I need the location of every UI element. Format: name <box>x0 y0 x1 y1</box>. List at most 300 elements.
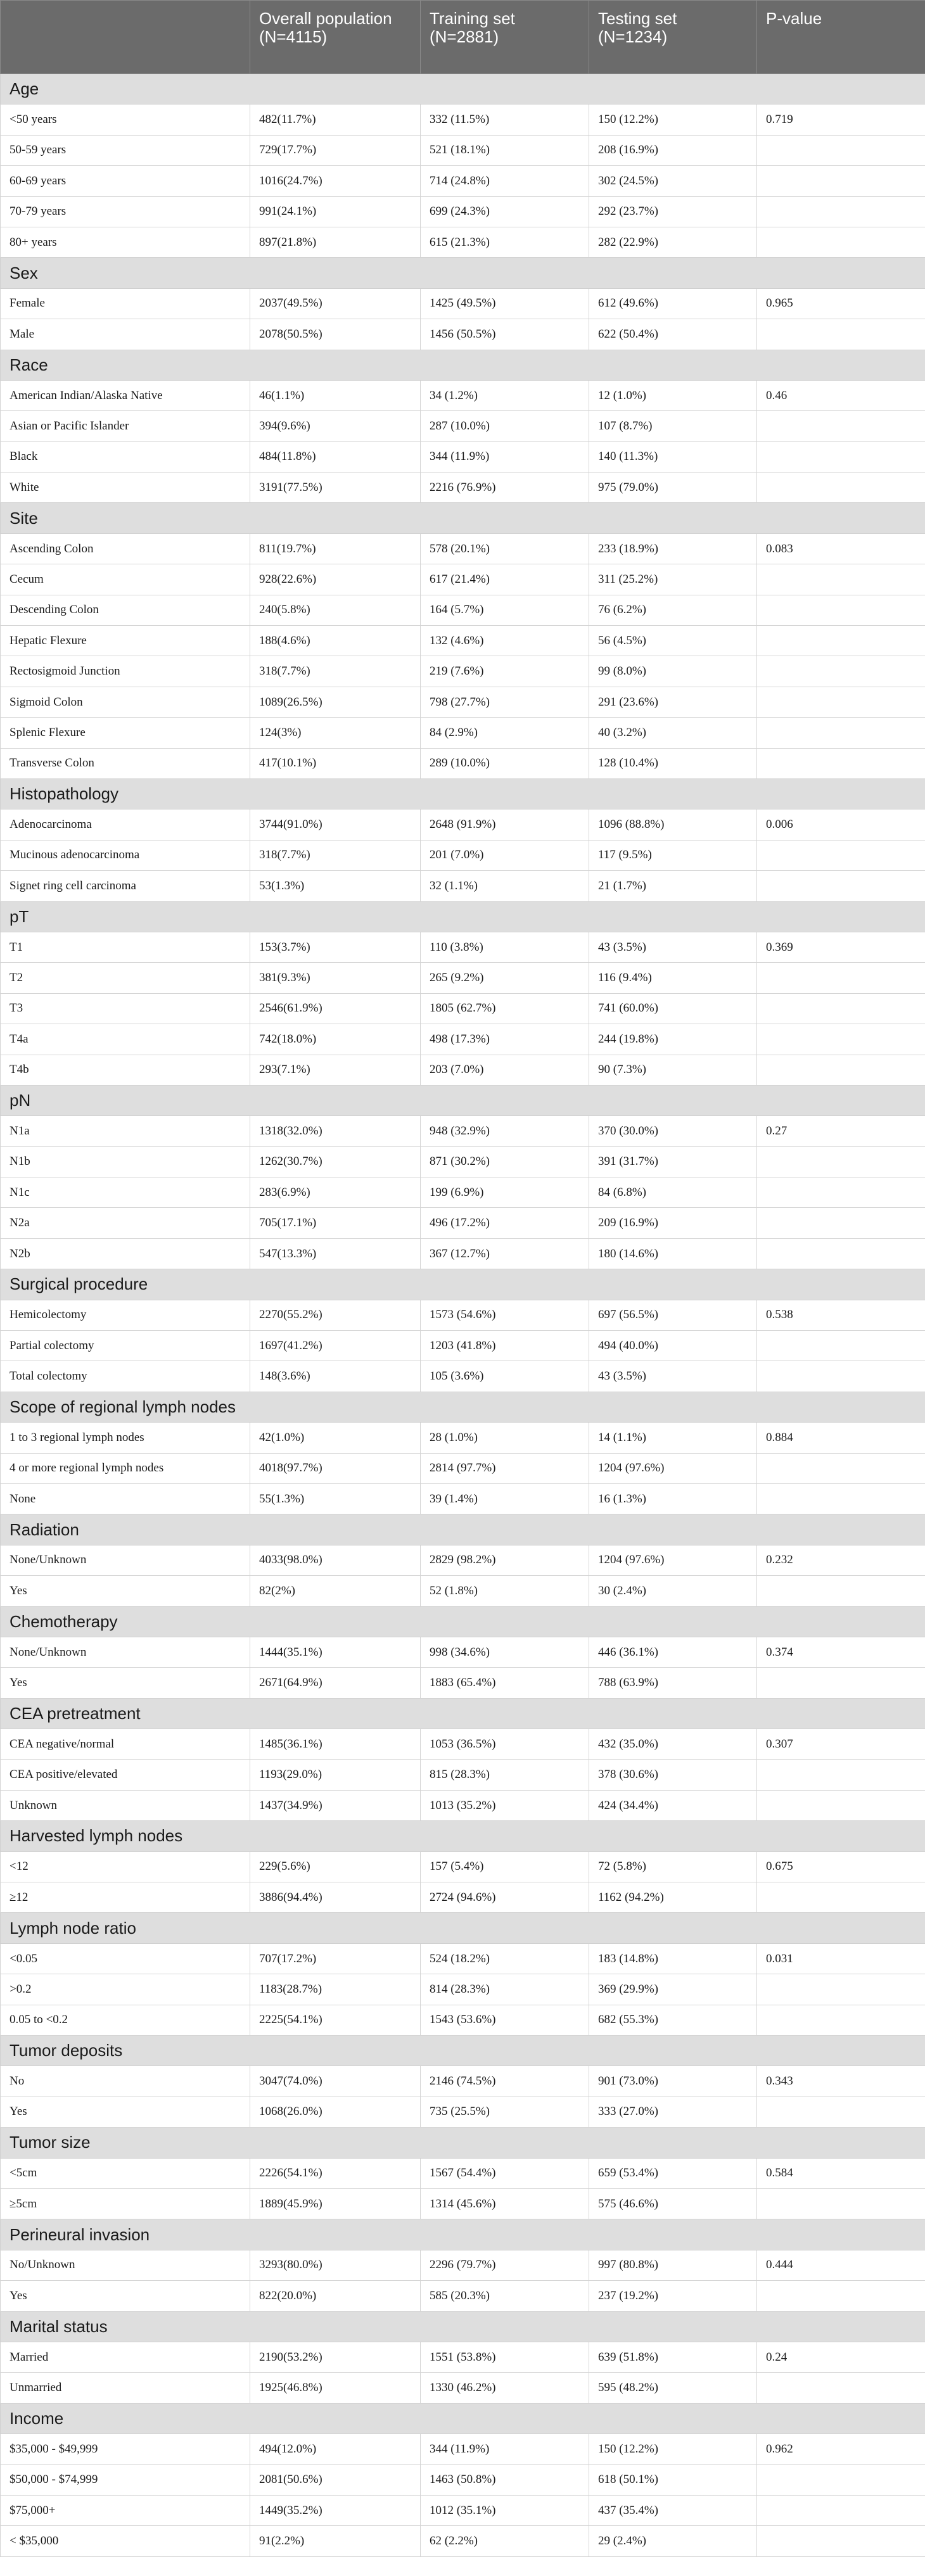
p-value-cell <box>757 2188 925 2219</box>
testing-cell: 292 (23.7%) <box>589 196 757 227</box>
category-cell: ≥12 <box>1 1882 250 1913</box>
category-cell: None <box>1 1483 250 1514</box>
overall-cell: 394(9.6%) <box>250 411 421 441</box>
p-value-cell <box>757 2097 925 2127</box>
header-cell-overall: Overall population (N=4115) <box>250 1 421 74</box>
p-value-cell <box>757 564 925 595</box>
section-title: Tumor deposits <box>1 2036 925 2066</box>
table-row <box>1 718 925 748</box>
category-cell: Unknown <box>1 1790 250 1820</box>
testing-cell: 244 (19.8%) <box>589 1024 757 1055</box>
p-value-cell <box>757 441 925 472</box>
p-value-cell: 0.083 <box>757 533 925 564</box>
section-title: Chemotherapy <box>1 1606 925 1637</box>
table-row <box>1 993 925 1024</box>
category-cell: Descending Colon <box>1 595 250 625</box>
p-value-cell <box>757 963 925 993</box>
category-cell: Female <box>1 288 250 319</box>
section-header-row <box>1 350 925 380</box>
p-value-cell: 0.884 <box>757 1423 925 1453</box>
training-cell: 496 (17.2%) <box>421 1208 589 1238</box>
category-cell: Transverse Colon <box>1 748 250 778</box>
training-cell: 735 (25.5%) <box>421 2097 589 2127</box>
testing-cell: 659 (53.4%) <box>589 2158 757 2188</box>
p-value-cell <box>757 1177 925 1208</box>
overall-cell: 381(9.3%) <box>250 963 421 993</box>
table-row <box>1 1545 925 1575</box>
training-cell: 498 (17.3%) <box>421 1024 589 1055</box>
testing-cell: 237 (19.2%) <box>589 2281 757 2311</box>
section-title: Site <box>1 503 925 533</box>
section-title: Age <box>1 74 925 105</box>
testing-cell: 901 (73.0%) <box>589 2066 757 2097</box>
category-cell: Sigmoid Colon <box>1 687 250 717</box>
overall-cell: 494(12.0%) <box>250 2434 421 2465</box>
table-row <box>1 2342 925 2372</box>
table-row <box>1 319 925 350</box>
category-cell: No/Unknown <box>1 2250 250 2280</box>
section-title: pN <box>1 1085 925 1115</box>
overall-cell: 2225(54.1%) <box>250 2005 421 2035</box>
overall-cell: 318(7.7%) <box>250 840 421 870</box>
p-value-cell: 0.584 <box>757 2158 925 2188</box>
overall-cell: 46(1.1%) <box>250 380 421 410</box>
training-cell: 1314 (45.6%) <box>421 2188 589 2219</box>
section-header-row <box>1 1913 925 1943</box>
overall-cell: 2081(50.6%) <box>250 2465 421 2495</box>
overall-cell: 707(17.2%) <box>250 1943 421 1974</box>
training-cell: 1805 (62.7%) <box>421 993 589 1024</box>
category-cell: Yes <box>1 1668 250 1698</box>
category-cell: Adenocarcinoma <box>1 809 250 840</box>
section-title: Scope of regional lymph nodes <box>1 1392 925 1422</box>
training-cell: 1883 (65.4%) <box>421 1668 589 1698</box>
testing-cell: 697 (56.5%) <box>589 1300 757 1330</box>
p-value-cell <box>757 1055 925 1085</box>
table-row <box>1 2281 925 2311</box>
table-row <box>1 2066 925 2097</box>
testing-cell: 682 (55.3%) <box>589 2005 757 2035</box>
category-cell: Hepatic Flexure <box>1 626 250 656</box>
category-cell: Rectosigmoid Junction <box>1 656 250 687</box>
p-value-cell: 0.719 <box>757 105 925 135</box>
testing-cell: 107 (8.7%) <box>589 411 757 441</box>
p-value-cell <box>757 1453 925 1483</box>
training-cell: 1203 (41.8%) <box>421 1331 589 1361</box>
category-cell: Yes <box>1 2097 250 2127</box>
table-row <box>1 288 925 319</box>
category-cell: T4a <box>1 1024 250 1055</box>
category-cell: Total colectomy <box>1 1361 250 1392</box>
table-row <box>1 1790 925 1820</box>
p-value-cell <box>757 473 925 503</box>
table-row <box>1 411 925 441</box>
testing-cell: 128 (10.4%) <box>589 748 757 778</box>
overall-cell: 2078(50.5%) <box>250 319 421 350</box>
section-header-row <box>1 1698 925 1729</box>
testing-cell: 612 (49.6%) <box>589 288 757 319</box>
overall-cell: 897(21.8%) <box>250 227 421 257</box>
training-cell: 1330 (46.2%) <box>421 2373 589 2403</box>
category-cell: Cecum <box>1 564 250 595</box>
category-cell: Male <box>1 319 250 350</box>
p-value-cell <box>757 1668 925 1698</box>
section-header-row <box>1 74 925 105</box>
category-cell: $35,000 - $49,999 <box>1 2434 250 2465</box>
overall-cell: 2270(55.2%) <box>250 1300 421 1330</box>
category-cell: 0.05 to <0.2 <box>1 2005 250 2035</box>
training-cell: 344 (11.9%) <box>421 441 589 472</box>
table-row <box>1 227 925 257</box>
training-cell: 1567 (54.4%) <box>421 2158 589 2188</box>
table-row <box>1 871 925 901</box>
category-cell: 60-69 years <box>1 166 250 196</box>
section-title: Surgical procedure <box>1 1269 925 1300</box>
testing-cell: 40 (3.2%) <box>589 718 757 748</box>
testing-cell: 180 (14.6%) <box>589 1238 757 1269</box>
section-header-row <box>1 1392 925 1422</box>
testing-cell: 12 (1.0%) <box>589 380 757 410</box>
p-value-cell <box>757 1882 925 1913</box>
testing-cell: 150 (12.2%) <box>589 105 757 135</box>
testing-cell: 370 (30.0%) <box>589 1116 757 1146</box>
table-row <box>1 932 925 962</box>
overall-cell: 3293(80.0%) <box>250 2250 421 2280</box>
p-value-cell: 0.538 <box>757 1300 925 1330</box>
overall-cell: 1485(36.1%) <box>250 1729 421 1760</box>
training-cell: 344 (11.9%) <box>421 2434 589 2465</box>
overall-cell: 2037(49.5%) <box>250 288 421 319</box>
overall-cell: 148(3.6%) <box>250 1361 421 1392</box>
p-value-cell <box>757 1576 925 1606</box>
p-value-cell: 0.444 <box>757 2250 925 2280</box>
testing-cell: 622 (50.4%) <box>589 319 757 350</box>
training-cell: 2648 (91.9%) <box>421 809 589 840</box>
table-row <box>1 2158 925 2188</box>
training-cell: 28 (1.0%) <box>421 1423 589 1453</box>
category-cell: 4 or more regional lymph nodes <box>1 1453 250 1483</box>
overall-cell: 705(17.1%) <box>250 1208 421 1238</box>
training-cell: 1012 (35.1%) <box>421 2495 589 2525</box>
overall-cell: 53(1.3%) <box>250 871 421 901</box>
testing-cell: 494 (40.0%) <box>589 1331 757 1361</box>
table-row <box>1 2373 925 2403</box>
p-value-cell <box>757 1238 925 1269</box>
overall-cell: 91(2.2%) <box>250 2526 421 2556</box>
testing-cell: 432 (35.0%) <box>589 1729 757 1760</box>
testing-cell: 741 (60.0%) <box>589 993 757 1024</box>
overall-cell: 42(1.0%) <box>250 1423 421 1453</box>
category-cell: 80+ years <box>1 227 250 257</box>
section-title: pT <box>1 901 925 932</box>
table-row <box>1 533 925 564</box>
table-row <box>1 2005 925 2035</box>
testing-cell: 30 (2.4%) <box>589 1576 757 1606</box>
table-row <box>1 687 925 717</box>
table-row <box>1 1177 925 1208</box>
training-cell: 521 (18.1%) <box>421 135 589 165</box>
testing-cell: 446 (36.1%) <box>589 1637 757 1667</box>
testing-cell: 29 (2.4%) <box>589 2526 757 2556</box>
section-title: Sex <box>1 258 925 288</box>
training-cell: 39 (1.4%) <box>421 1483 589 1514</box>
training-cell: 871 (30.2%) <box>421 1146 589 1177</box>
overall-cell: 188(4.6%) <box>250 626 421 656</box>
testing-cell: 378 (30.6%) <box>589 1760 757 1790</box>
section-header-row <box>1 1606 925 1637</box>
overall-cell: 484(11.8%) <box>250 441 421 472</box>
training-cell: 332 (11.5%) <box>421 105 589 135</box>
p-value-cell <box>757 319 925 350</box>
training-cell: 2814 (97.7%) <box>421 1453 589 1483</box>
table-row <box>1 1483 925 1514</box>
category-cell: $75,000+ <box>1 2495 250 2525</box>
p-value-cell: 0.962 <box>757 2434 925 2465</box>
testing-cell: 311 (25.2%) <box>589 564 757 595</box>
training-cell: 201 (7.0%) <box>421 840 589 870</box>
table-row <box>1 1238 925 1269</box>
p-value-cell <box>757 196 925 227</box>
p-value-cell <box>757 1146 925 1177</box>
training-cell: 1463 (50.8%) <box>421 2465 589 2495</box>
training-cell: 1053 (36.5%) <box>421 1729 589 1760</box>
category-cell: N2b <box>1 1238 250 1269</box>
overall-cell: 3191(77.5%) <box>250 473 421 503</box>
overall-cell: 4018(97.7%) <box>250 1453 421 1483</box>
p-value-cell <box>757 135 925 165</box>
testing-cell: 618 (50.1%) <box>589 2465 757 2495</box>
table-row <box>1 1668 925 1698</box>
table-row <box>1 473 925 503</box>
p-value-cell: 0.675 <box>757 1851 925 1882</box>
p-value-cell <box>757 656 925 687</box>
testing-cell: 183 (14.8%) <box>589 1943 757 1974</box>
table-row <box>1 1453 925 1483</box>
overall-cell: 1068(26.0%) <box>250 2097 421 2127</box>
table-body <box>1 74 925 2557</box>
category-cell: Married <box>1 2342 250 2372</box>
training-cell: 367 (12.7%) <box>421 1238 589 1269</box>
section-header-row <box>1 778 925 809</box>
training-cell: 203 (7.0%) <box>421 1055 589 1085</box>
training-cell: 199 (6.9%) <box>421 1177 589 1208</box>
training-cell: 617 (21.4%) <box>421 564 589 595</box>
overall-cell: 729(17.7%) <box>250 135 421 165</box>
section-title: Harvested lymph nodes <box>1 1821 925 1851</box>
training-cell: 2829 (98.2%) <box>421 1545 589 1575</box>
training-cell: 287 (10.0%) <box>421 411 589 441</box>
table-row <box>1 2495 925 2525</box>
table-row <box>1 1423 925 1453</box>
training-cell: 164 (5.7%) <box>421 595 589 625</box>
p-value-cell <box>757 871 925 901</box>
table-row <box>1 1729 925 1760</box>
category-cell: T2 <box>1 963 250 993</box>
category-cell: 70-79 years <box>1 196 250 227</box>
category-cell: Unmarried <box>1 2373 250 2403</box>
p-value-cell <box>757 993 925 1024</box>
overall-cell: 82(2%) <box>250 1576 421 1606</box>
testing-cell: 14 (1.1%) <box>589 1423 757 1453</box>
header-cell-testing: Testing set (N=1234) <box>589 1 757 74</box>
overall-cell: 1444(35.1%) <box>250 1637 421 1667</box>
category-cell: <50 years <box>1 105 250 135</box>
p-value-cell <box>757 840 925 870</box>
category-cell: 50-59 years <box>1 135 250 165</box>
category-cell: <5cm <box>1 2158 250 2188</box>
p-value-cell <box>757 1361 925 1392</box>
section-header-row <box>1 1269 925 1300</box>
testing-cell: 150 (12.2%) <box>589 2434 757 2465</box>
category-cell: T4b <box>1 1055 250 1085</box>
overall-cell: 240(5.8%) <box>250 595 421 625</box>
p-value-cell <box>757 2495 925 2525</box>
table-row <box>1 809 925 840</box>
category-cell: <12 <box>1 1851 250 1882</box>
p-value-cell: 0.006 <box>757 809 925 840</box>
category-cell: CEA negative/normal <box>1 1729 250 1760</box>
overall-cell: 1089(26.5%) <box>250 687 421 717</box>
p-value-cell <box>757 227 925 257</box>
overall-cell: 1697(41.2%) <box>250 1331 421 1361</box>
table-row <box>1 2465 925 2495</box>
training-cell: 615 (21.3%) <box>421 227 589 257</box>
testing-cell: 1204 (97.6%) <box>589 1453 757 1483</box>
overall-cell: 4033(98.0%) <box>250 1545 421 1575</box>
table-row <box>1 135 925 165</box>
category-cell: Mucinous adenocarcinoma <box>1 840 250 870</box>
category-cell: CEA positive/elevated <box>1 1760 250 1790</box>
training-cell: 157 (5.4%) <box>421 1851 589 1882</box>
p-value-cell: 0.369 <box>757 932 925 962</box>
testing-cell: 1204 (97.6%) <box>589 1545 757 1575</box>
training-cell: 1425 (49.5%) <box>421 288 589 319</box>
testing-cell: 639 (51.8%) <box>589 2342 757 2372</box>
category-cell: $50,000 - $74,999 <box>1 2465 250 2495</box>
table-row <box>1 626 925 656</box>
overall-cell: 2671(64.9%) <box>250 1668 421 1698</box>
section-header-row <box>1 1821 925 1851</box>
table-row <box>1 1208 925 1238</box>
p-value-cell: 0.031 <box>757 1943 925 1974</box>
category-cell: No <box>1 2066 250 2097</box>
p-value-cell <box>757 2526 925 2556</box>
testing-cell: 16 (1.3%) <box>589 1483 757 1514</box>
training-cell: 105 (3.6%) <box>421 1361 589 1392</box>
overall-cell: 1437(34.9%) <box>250 1790 421 1820</box>
p-value-cell <box>757 1790 925 1820</box>
section-title: Marital status <box>1 2311 925 2342</box>
p-value-cell <box>757 1208 925 1238</box>
training-cell: 110 (3.8%) <box>421 932 589 962</box>
overall-cell: 742(18.0%) <box>250 1024 421 1055</box>
section-header-row <box>1 2219 925 2250</box>
p-value-cell <box>757 1760 925 1790</box>
training-cell: 2216 (76.9%) <box>421 473 589 503</box>
overall-cell: 283(6.9%) <box>250 1177 421 1208</box>
table-row <box>1 2434 925 2465</box>
testing-cell: 56 (4.5%) <box>589 626 757 656</box>
category-cell: Asian or Pacific Islander <box>1 411 250 441</box>
training-cell: 948 (32.9%) <box>421 1116 589 1146</box>
category-cell: >0.2 <box>1 1974 250 2005</box>
overall-cell: 822(20.0%) <box>250 2281 421 2311</box>
p-value-cell: 0.307 <box>757 1729 925 1760</box>
testing-cell: 1162 (94.2%) <box>589 1882 757 1913</box>
overall-cell: 55(1.3%) <box>250 1483 421 1514</box>
category-cell: T1 <box>1 932 250 962</box>
table-row <box>1 2526 925 2556</box>
table-row <box>1 1146 925 1177</box>
table-row <box>1 840 925 870</box>
p-value-cell <box>757 687 925 717</box>
section-header-row <box>1 2403 925 2433</box>
table-row <box>1 1361 925 1392</box>
table-row <box>1 1300 925 1330</box>
table-row <box>1 1943 925 1974</box>
p-value-cell: 0.46 <box>757 380 925 410</box>
section-title: Lymph node ratio <box>1 1913 925 1943</box>
testing-cell: 575 (46.6%) <box>589 2188 757 2219</box>
training-cell: 2296 (79.7%) <box>421 2250 589 2280</box>
testing-cell: 997 (80.8%) <box>589 2250 757 2280</box>
p-value-cell: 0.374 <box>757 1637 925 1667</box>
table-header-row <box>1 1 925 74</box>
overall-cell: 991(24.1%) <box>250 196 421 227</box>
category-cell: N1b <box>1 1146 250 1177</box>
p-value-cell <box>757 718 925 748</box>
table-row <box>1 1024 925 1055</box>
overall-cell: 1183(28.7%) <box>250 1974 421 2005</box>
testing-cell: 76 (6.2%) <box>589 595 757 625</box>
p-value-cell <box>757 2373 925 2403</box>
overall-cell: 1262(30.7%) <box>250 1146 421 1177</box>
category-cell: 1 to 3 regional lymph nodes <box>1 1423 250 1453</box>
section-header-row <box>1 258 925 288</box>
testing-cell: 1096 (88.8%) <box>589 809 757 840</box>
overall-cell: 547(13.3%) <box>250 1238 421 1269</box>
category-cell: ≥5cm <box>1 2188 250 2219</box>
overall-cell: 1889(45.9%) <box>250 2188 421 2219</box>
overall-cell: 293(7.1%) <box>250 1055 421 1085</box>
overall-cell: 1016(24.7%) <box>250 166 421 196</box>
section-header-row <box>1 2128 925 2158</box>
section-title: Income <box>1 2403 925 2433</box>
testing-cell: 437 (35.4%) <box>589 2495 757 2525</box>
category-cell: Black <box>1 441 250 472</box>
table-row <box>1 564 925 595</box>
training-cell: 289 (10.0%) <box>421 748 589 778</box>
table-row <box>1 196 925 227</box>
category-cell: Yes <box>1 1576 250 1606</box>
testing-cell: 140 (11.3%) <box>589 441 757 472</box>
p-value-cell <box>757 748 925 778</box>
p-value-cell <box>757 2005 925 2035</box>
table-row <box>1 1331 925 1361</box>
testing-cell: 84 (6.8%) <box>589 1177 757 1208</box>
p-value-cell <box>757 2465 925 2495</box>
category-cell: Splenic Flexure <box>1 718 250 748</box>
table-row <box>1 2097 925 2127</box>
training-cell: 84 (2.9%) <box>421 718 589 748</box>
section-header-row <box>1 1514 925 1545</box>
testing-cell: 788 (63.9%) <box>589 1668 757 1698</box>
table-row <box>1 656 925 687</box>
testing-cell: 975 (79.0%) <box>589 473 757 503</box>
p-value-cell <box>757 411 925 441</box>
category-cell: Partial colectomy <box>1 1331 250 1361</box>
overall-cell: 1449(35.2%) <box>250 2495 421 2525</box>
